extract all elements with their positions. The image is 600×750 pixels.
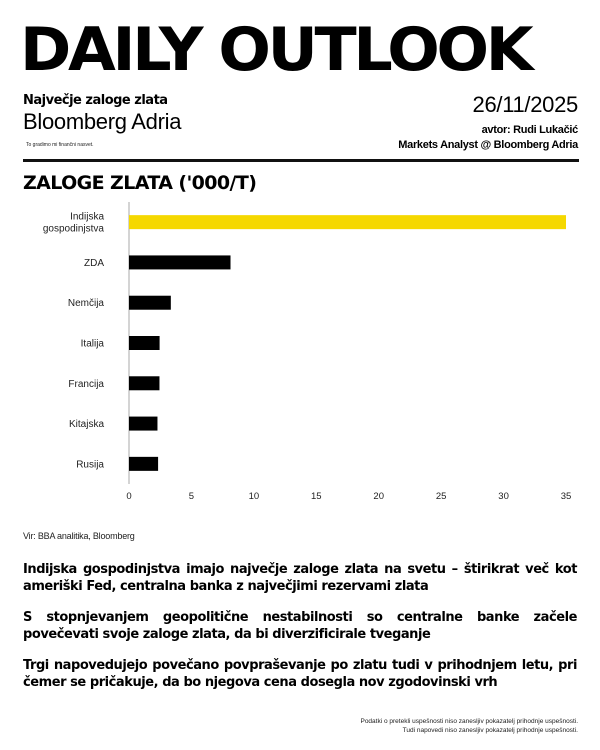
report-date: 26/11/2025 (472, 92, 578, 117)
category-labels (43, 212, 105, 471)
category-label (84, 258, 104, 269)
x-tick-label: 35 (560, 491, 572, 502)
key-points (23, 561, 577, 705)
header-right (398, 92, 578, 153)
bar (129, 215, 566, 229)
bar (129, 376, 159, 390)
x-tick-label: 5 (188, 491, 195, 502)
category-label (81, 339, 105, 350)
bar (129, 457, 158, 471)
category-label (68, 379, 104, 390)
category-label-line: Indijska (70, 211, 104, 223)
bars-layer (129, 215, 566, 471)
x-axis-ticks (126, 491, 571, 502)
category-label (69, 419, 104, 430)
x-tick-label: 0 (126, 491, 132, 502)
key-point: S stopnjevanjem geopolitične nestabilnosti so centralne banke začele povečevati svoje zaloge zlata, da bi diverzificirale tveganje (23, 610, 577, 642)
bar (129, 336, 160, 350)
source-note: Vir: BBA analitika, Bloomberg (23, 531, 135, 541)
bar-chart (0, 200, 600, 520)
x-tick-label: 15 (310, 491, 322, 502)
category-label-line: Italija (80, 338, 104, 350)
bar (129, 296, 171, 310)
category-label-line: gospodinjstva (42, 223, 104, 235)
header-divider (23, 159, 579, 162)
key-point: Trgi napovedujejo povečano povpraševanje po zlatu tudi v prihodnjem letu, pri čemer se pričakuje, da bo njegova cena dosegla nov zgodovinski vrh (23, 658, 577, 690)
disclaimer (360, 717, 578, 735)
brand-tagline: To gradimo mi finančni nasvet. (26, 142, 94, 148)
category-label-line: Rusija (76, 459, 104, 471)
category-label-line: Francija (68, 378, 104, 390)
x-tick-label: 30 (498, 491, 509, 502)
category-label (76, 459, 104, 470)
key-point: Indijska gospodinjstva imajo največje zaloge zlata na svetu – štirikrat več kot ameriški Fed, centralna banka z največjimi rezervami zlata (23, 562, 577, 594)
category-label-line: ZDA (84, 257, 104, 269)
x-tick-label: 25 (435, 491, 447, 502)
category-label (68, 298, 105, 309)
category-label-line: Kitajska (68, 419, 104, 431)
masthead-title: DAILY OUTLOOK (20, 15, 531, 85)
chart-title: ZALOGE ZLATA ('000/T) (23, 172, 257, 194)
category-label (43, 212, 105, 235)
bar (129, 255, 231, 269)
disclaimer-line: Podatki o pretekli uspešnosti niso zanesljiv pokazatelj prihodnje uspešnosti. (360, 718, 578, 725)
header-left (23, 93, 181, 148)
category-label-line: Nemčija (67, 298, 104, 310)
brand-name: Bloomberg Adria (23, 109, 182, 134)
x-tick-label: 10 (248, 491, 260, 502)
x-tick-label: 20 (373, 491, 385, 502)
disclaimer-line: Tudi napovedi niso zanesljiv pokazatelj prihodnje uspešnosti. (402, 727, 578, 734)
bar (129, 417, 157, 431)
report-subtitle: Največje zaloge zlata (23, 93, 168, 108)
author-role: Markets Analyst @ Bloomberg Adria (398, 139, 578, 151)
author-name: avtor: Rudi Lukačić (481, 124, 578, 136)
